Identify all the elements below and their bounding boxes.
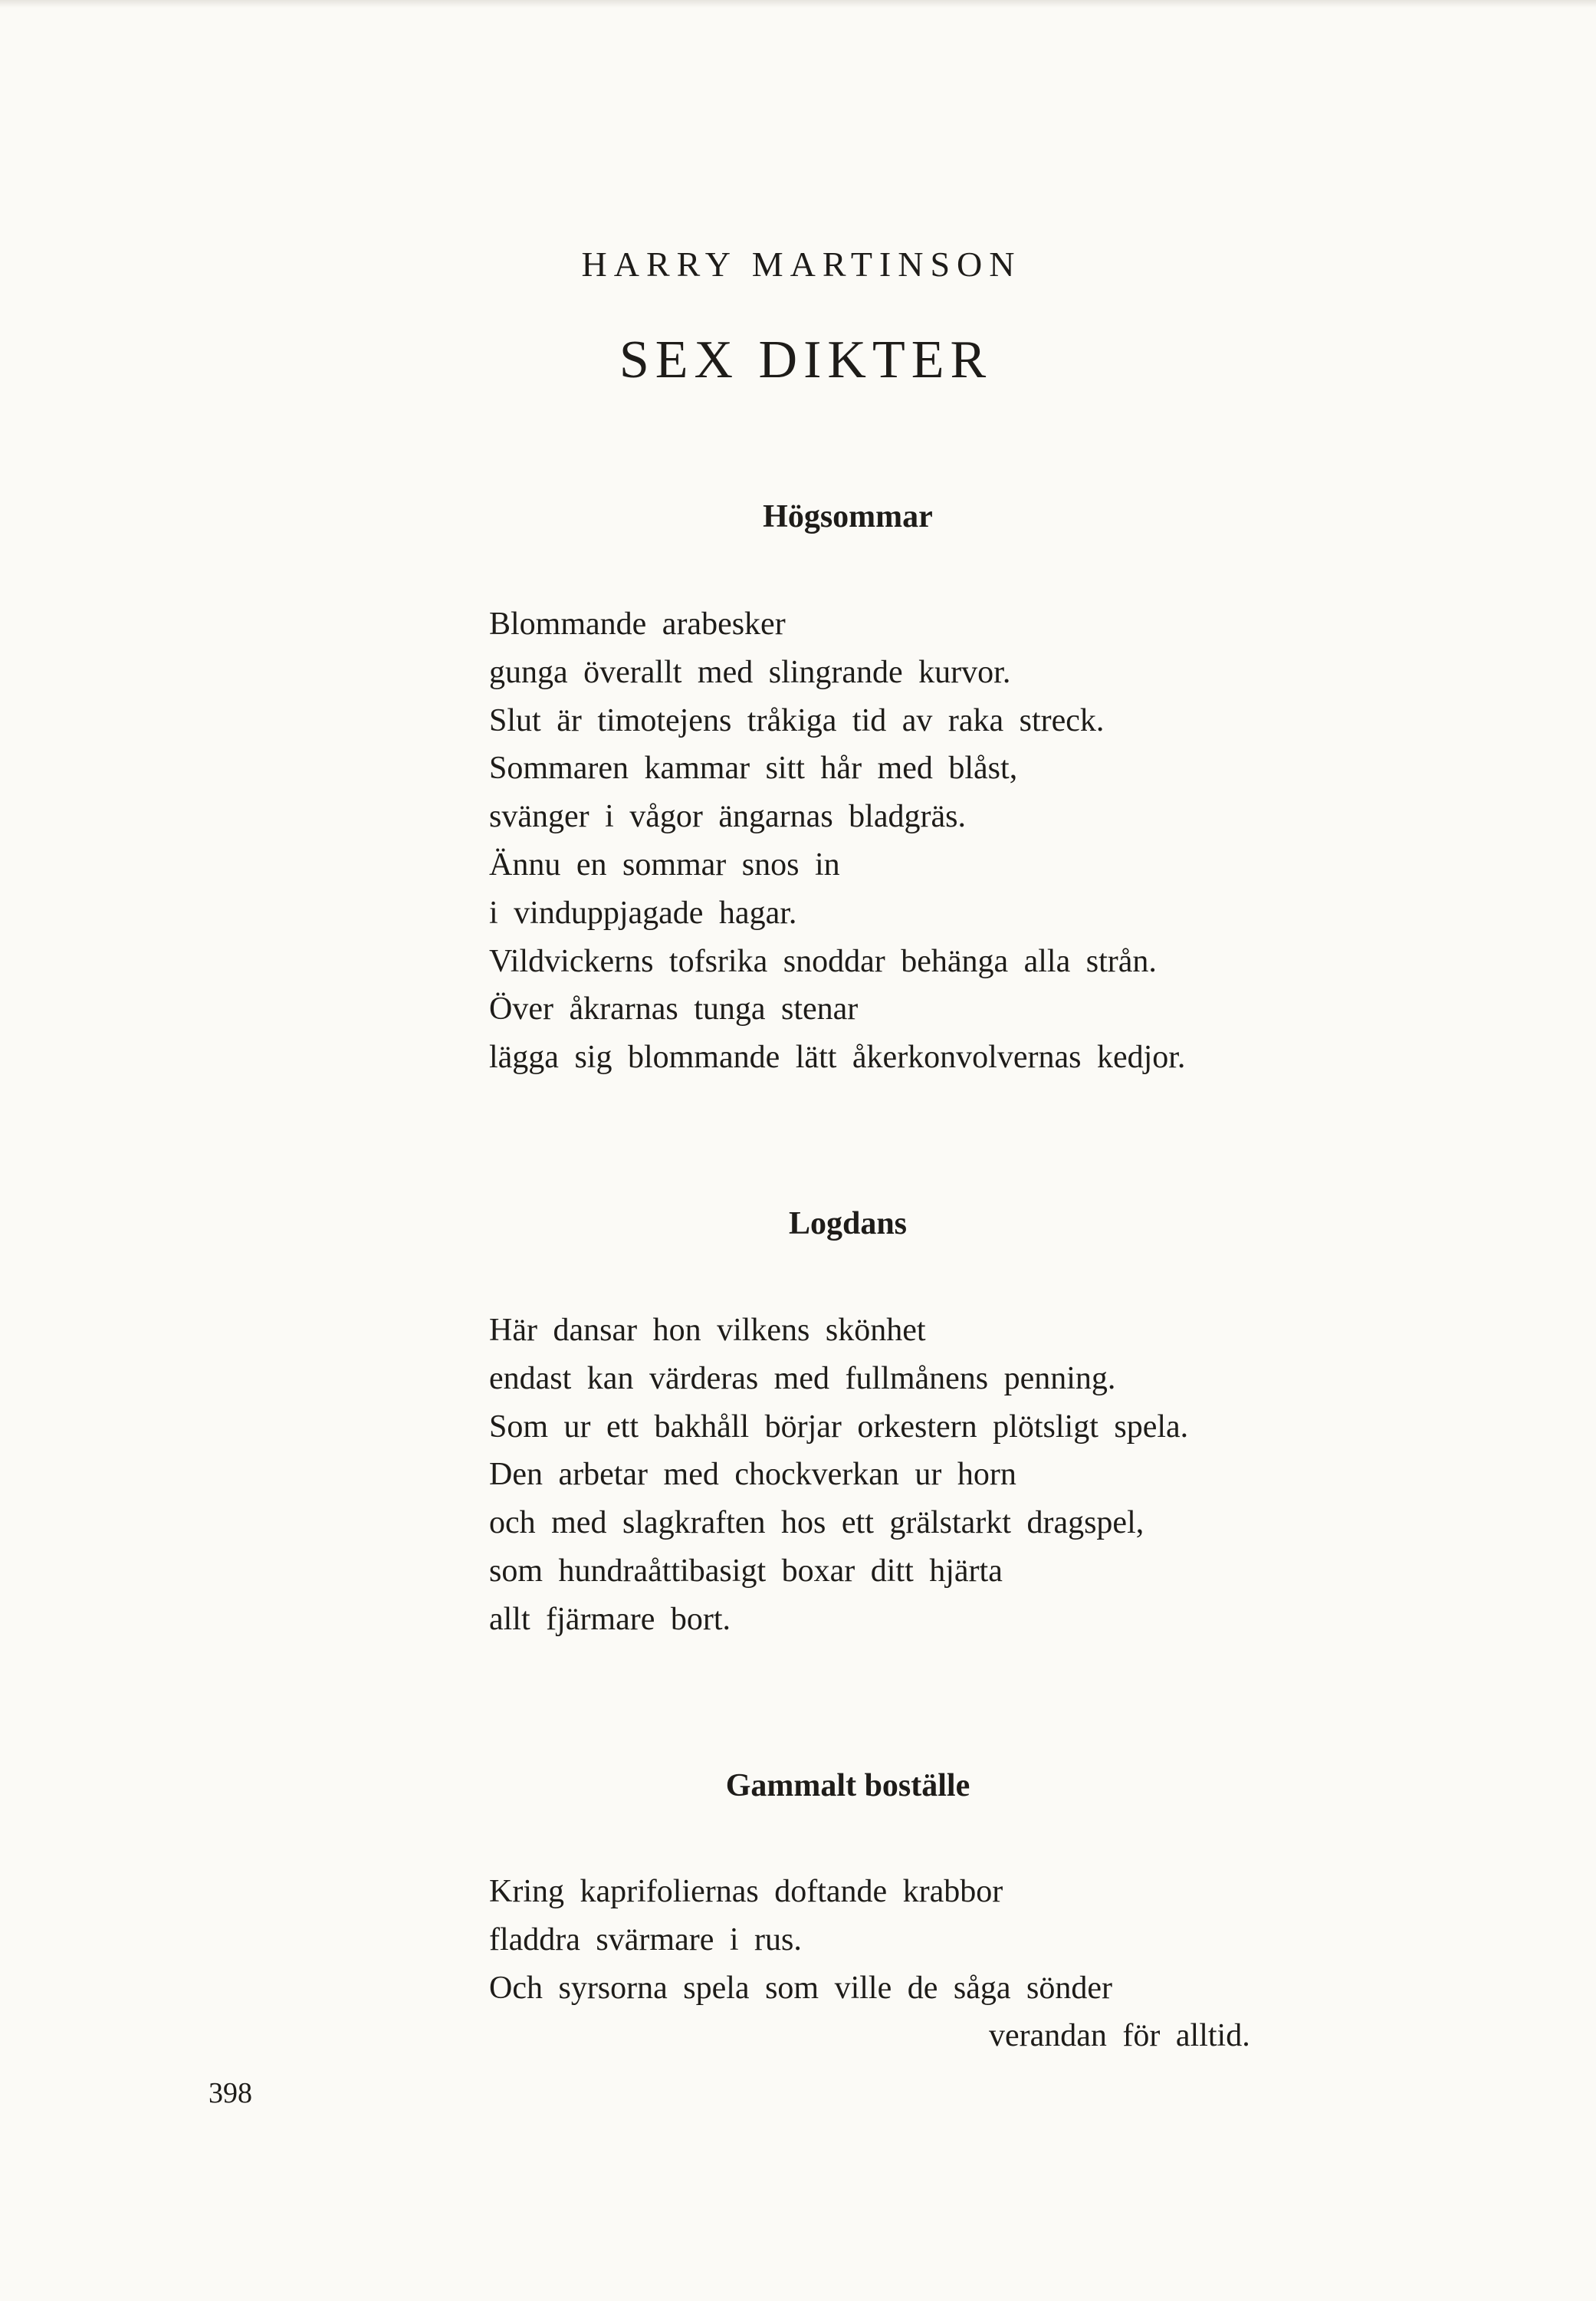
collection-title: SEX DIKTER	[619, 330, 993, 390]
poem-line: Slut är timotejens tråkiga tid av raka streck.	[489, 702, 1105, 738]
poem-line: Vildvickerns tofsrika snoddar behänga alla strån.	[489, 943, 1157, 979]
poem-line: Ännu en sommar snos in	[489, 846, 840, 883]
poem-line: gunga överallt med slingrande kurvor.	[489, 654, 1011, 690]
poem-line: fladdra svärmare i rus.	[489, 1921, 802, 1957]
poem-line: Blommande arabesker	[489, 606, 786, 642]
poem-line: som hundraåttibasigt boxar ditt hjärta	[489, 1553, 1003, 1589]
page-top-edge	[0, 0, 1596, 8]
poem-line: Den arbetar med chockverkan ur horn	[489, 1457, 1016, 1493]
poem-line: Sommaren kammar sitt hår med blåst,	[489, 751, 1018, 787]
poem-line: endast kan värderas med fullmånens penning.	[489, 1360, 1116, 1396]
poem-logdans-lines	[489, 1307, 1348, 1644]
poem-line: Över åkrarnas tunga stenar	[489, 991, 859, 1027]
poem-title-hogsommar: Högsommar	[763, 499, 933, 534]
poem-title-gammalt-bostalle: Gammalt boställe	[725, 1768, 970, 1803]
poem-line: verandan för alltid.	[989, 2018, 1250, 2054]
poem-line: Som ur ett bakhåll börjar orkestern plötsligt spela.	[489, 1409, 1189, 1445]
poem-line: allt fjärmare bort.	[489, 1601, 731, 1637]
poem-title-logdans: Logdans	[788, 1206, 908, 1241]
poem-line: Kring kaprifoliernas doftande krabbor	[489, 1874, 1003, 1909]
author-name: HARRY MARTINSON	[581, 245, 1022, 284]
poem-line: lägga sig blommande lätt åkerkonvolvernas kedjor.	[489, 1040, 1186, 1076]
poem-gammalt-bostalle-lines	[489, 1868, 1348, 2060]
poem-hogsommar-lines	[489, 600, 1348, 1082]
poem-line: Här dansar hon vilkens skönhet	[489, 1313, 926, 1348]
poem-line: i vinduppjagade hagar.	[489, 895, 797, 931]
poem-line: och med slagkraften hos ett grälstarkt dragspel,	[489, 1505, 1144, 1541]
poem-line: Och syrsorna spela som ville de såga sönder	[489, 1970, 1112, 2006]
page-number: 398	[209, 2077, 252, 2109]
poem-line: svänger i vågor ängarnas bladgräs.	[489, 799, 966, 835]
